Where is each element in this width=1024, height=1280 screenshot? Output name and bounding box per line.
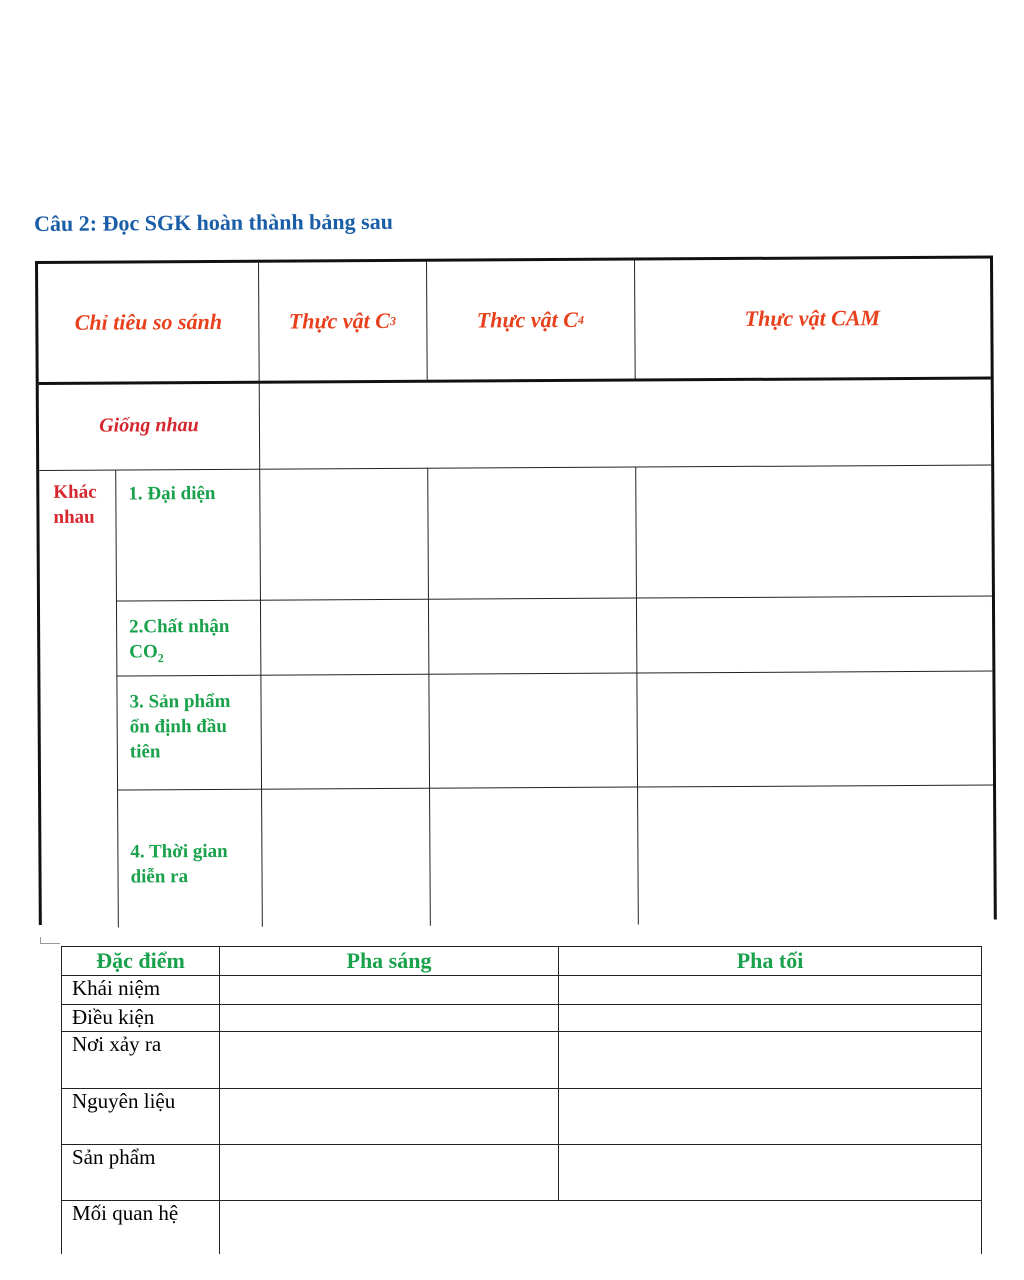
header-dark-phase: Pha tối (559, 947, 982, 976)
criterion-text: 4. Thời gian (130, 840, 228, 863)
grid-line (427, 468, 431, 926)
row-label-location: Nơi xảy ra (62, 1032, 220, 1089)
row-label-products: Sản phẩm (62, 1145, 220, 1201)
criterion-text: 1. Đại diện (128, 482, 216, 505)
header-criteria: Chỉ tiêu so sánh (74, 308, 223, 335)
question-heading: Câu 2: Đọc SGK hoàn thành bảng sau (34, 208, 393, 236)
comparison-table-c3-c4-cam (35, 255, 997, 925)
row-border (116, 670, 992, 676)
similarities-label: Giống nhau (99, 413, 199, 437)
differences-label (53, 480, 115, 530)
criterion-text: 2.Chất nhận (129, 615, 230, 638)
answer-cell[interactable] (559, 1032, 982, 1089)
criterion-text (129, 639, 259, 672)
row-border (117, 784, 993, 790)
row-label-relationship: Mối quan hệ (62, 1201, 220, 1254)
row-label-conditions: Điều kiện (62, 1005, 220, 1032)
header-c4-text: Thực vật C (476, 306, 578, 333)
header-c4-subscript: 4 (577, 312, 584, 327)
grid-line (115, 470, 119, 928)
answer-cell[interactable] (559, 1089, 982, 1145)
table-anchor-mark (40, 937, 60, 944)
criterion-first-stable-product (129, 689, 259, 765)
answer-cell[interactable] (559, 1005, 982, 1032)
header-characteristic: Đặc điểm (62, 947, 220, 976)
light-dark-phase-table (61, 946, 982, 1254)
differences-label-line: nhau (53, 506, 95, 528)
criterion-time-occurs (130, 839, 260, 890)
answer-cell[interactable] (220, 1032, 559, 1089)
answer-cell[interactable] (220, 1005, 559, 1032)
header-cam-plant: Thực vật CAM (744, 305, 881, 331)
co2-text: CO (129, 641, 158, 663)
similarities-answer-cell[interactable] (259, 376, 991, 468)
answer-cell[interactable] (220, 1089, 559, 1145)
criterion-text: tiên (129, 741, 161, 763)
criterion-text: ổn định đầu (129, 715, 227, 738)
grid-line (635, 467, 639, 925)
row-border (116, 595, 992, 601)
answer-cell[interactable] (220, 1201, 982, 1254)
header-light-phase: Pha sáng (220, 947, 559, 976)
header-c3-subscript: 3 (389, 313, 396, 328)
answer-cell[interactable] (559, 976, 982, 1005)
answer-cell[interactable] (220, 1145, 559, 1201)
criterion-representative (128, 481, 258, 507)
header-c4-plant (426, 261, 635, 380)
header-c3-text: Thực vật C (288, 307, 390, 334)
row-label-materials: Nguyên liệu (62, 1089, 220, 1145)
criterion-text: diễn ra (130, 866, 189, 888)
row-label-concept: Khái niệm (62, 976, 220, 1005)
differences-label-line: Khác (53, 481, 97, 503)
co2-subscript: 2 (157, 651, 164, 666)
criterion-co2-acceptor (129, 614, 259, 672)
criterion-text: 3. Sản phẩm (129, 690, 231, 713)
answer-cell[interactable] (220, 976, 559, 1005)
answer-cell[interactable] (559, 1145, 982, 1201)
header-c3-plant (258, 262, 427, 381)
